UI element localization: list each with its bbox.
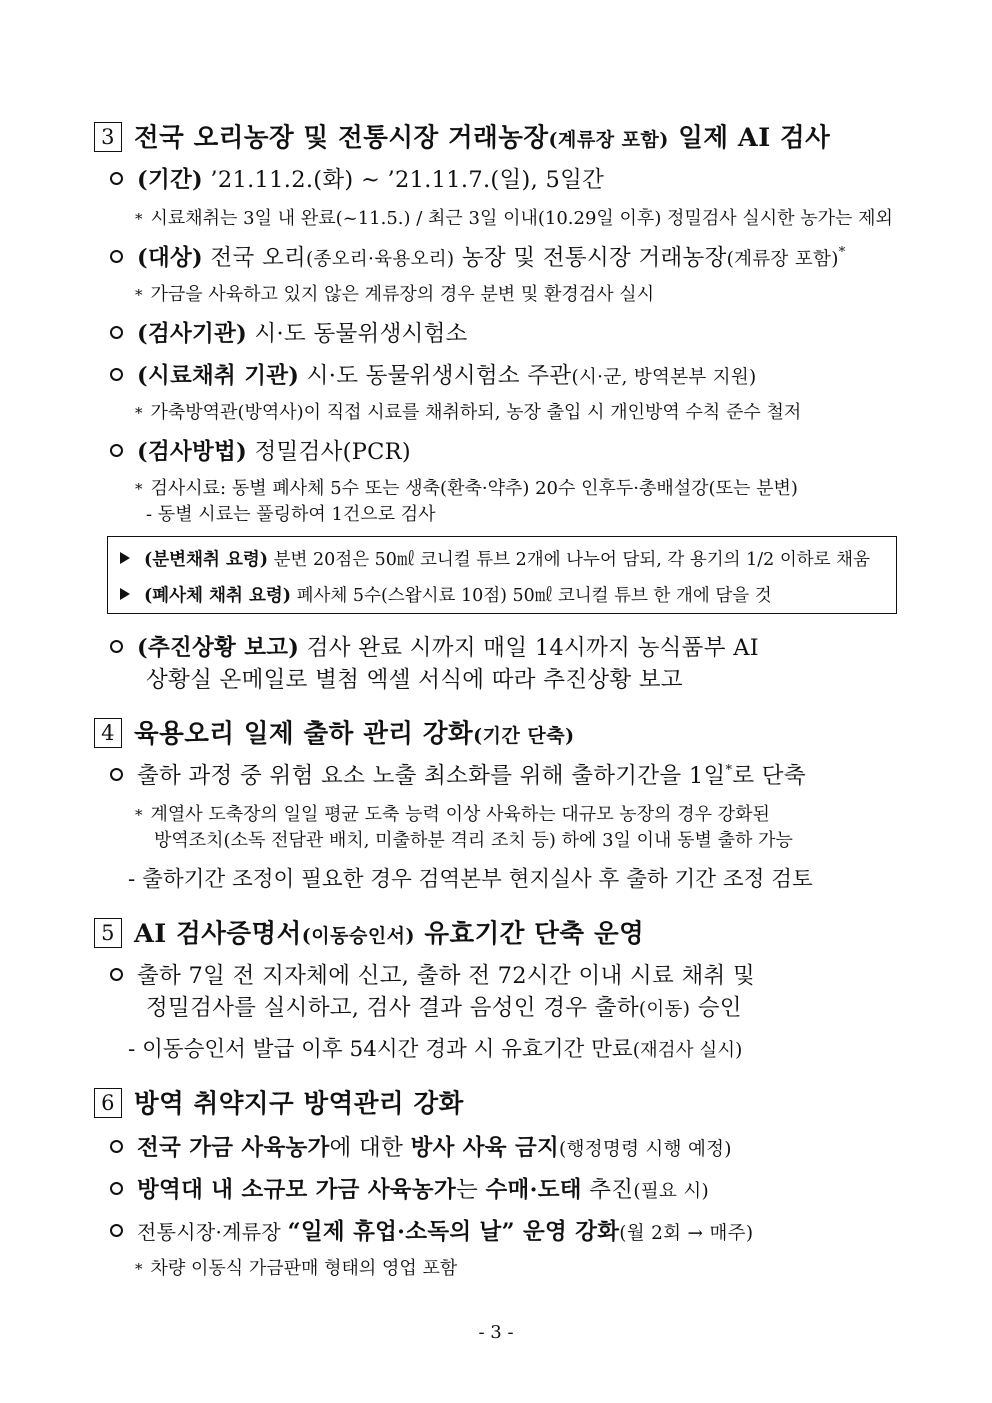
bullet-paren: (필요 시) [633,1181,710,1202]
section-6-heading [94,1084,464,1120]
bullet-paren: (시·군, 방역본부 지원) [571,367,757,388]
asterisk-icon: * [135,806,143,824]
box-line-feces [120,546,870,571]
bullet-paren: (이동) [638,999,691,1020]
bullet-text: ’21.11.2.(화) ~ ’21.11.7.(일), 5일간 [202,167,605,193]
page-number: - 3 - [478,1322,514,1343]
bullet-bold: 수매·도태 [485,1177,582,1203]
dash-paren: (재검사 실시) [632,1040,743,1061]
box-line-carcass [120,582,772,607]
note-shipping [135,800,770,826]
dash-certificate [128,1032,742,1063]
bullet-label: (대상) [137,245,203,271]
bullet-certificate [110,958,755,990]
circle-bullet-icon [110,1224,123,1237]
circle-bullet-icon [110,1140,123,1153]
triangle-bullet-icon [120,588,130,600]
section-title-tail: 유효기간 단축 운영 [415,919,645,949]
bullet-text: 승인 [690,995,742,1021]
footnote-mark: * [725,763,733,778]
note-text: 검사시료: 동별 폐사체 5수 또는 생축(환축·약추) 20수 인후두·총배설강(또는 분변) [150,478,798,499]
note-sampling [135,204,893,230]
box-label: (분변채취 요령) [144,550,269,570]
circle-bullet-icon [110,768,123,781]
bullet-shipping [110,758,806,790]
section-3-heading [94,118,830,154]
note-text: 가금을 사육하고 있지 않은 계류장의 경우 분변 및 환경검사 실시 [150,284,655,305]
bullet-bold: 방사 사육 금지 [410,1135,560,1161]
triangle-bullet-icon [120,552,130,564]
note-text: 시료채취는 3일 내 완료(~11.5.) / 최근 3일 이내(10.29일 이후) 정밀검사 실시한 농가는 제외 [150,208,893,229]
footnote-mark: * [838,245,846,260]
note-sampling-agency [135,398,801,424]
section-title-paren: (이동승인서) [301,925,416,947]
bullet-label: (시료채취 기관) [137,363,300,389]
asterisk-icon: * [135,404,143,422]
asterisk-icon: * [135,1260,143,1278]
bullet-text: 정밀검사(PCR) [247,439,411,465]
note-text: 차량 이동식 가금판매 형태의 영업 포함 [150,1258,458,1279]
box-text: 분변 20점은 50㎖ 코니컬 튜브 2개에 나누어 담되, 각 용기의 1/2 이하로 채움 [268,550,870,570]
asterisk-icon: * [135,286,143,304]
circle-bullet-icon [110,968,123,981]
bullet-label: (기간) [137,167,203,193]
circle-bullet-icon [110,444,123,457]
note-text: 가축방역관(방역사)이 직접 시료를 채취하되, 농장 출입 시 개인방역 수칙 준수 철저 [150,402,802,423]
bullet-label: (검사방법) [137,439,248,465]
bullet-text: 시·도 동물위생시험소 주관 [299,363,572,389]
bullet-text: 출하 7일 전 지자체에 신고, 출하 전 72시간 이내 시료 채취 및 [137,963,756,989]
circle-bullet-icon [110,640,123,653]
section-title: 육용오리 일제 출하 관리 강화 [134,719,474,749]
note-text: 계열사 도축장의 일일 평균 도축 능력 이상 사육하는 대규모 농장의 경우 강화된 [150,804,770,825]
bullet-report-line2: 상황실 온메일로 별첨 엑셀 서식에 따라 추진상황 보고 [146,667,683,693]
note-method [135,474,798,500]
bullet-period [110,162,604,194]
note-vehicle-sales [135,1254,457,1280]
section-number-box: 6 [94,1088,122,1118]
bullet-paren: (행정명령 시행 예정) [559,1139,732,1160]
section-number-box: 3 [94,122,122,152]
section-title-paren: (기간 단축) [473,725,575,747]
circle-bullet-icon [110,172,123,185]
section-title-tail: 일제 AI 검사 [668,123,831,153]
circle-bullet-icon [110,250,123,263]
section-title-paren: (계류장 포함) [548,129,669,151]
note-method-dash: - 동별 시료는 풀링하여 1건으로 검사 [146,504,436,525]
sampling-guide-box [107,536,897,614]
section-title: AI 검사증명서 [134,919,302,949]
bullet-text: 전통시장·계류장 [137,1220,288,1244]
bullet-disinfection-day [110,1214,753,1246]
bullet-bold: 전국 가금 사육농가 [137,1135,330,1161]
bullet-text: 는 [456,1177,486,1203]
circle-bullet-icon [110,368,123,381]
bullet-bold: “일제 휴업·소독의 날” 운영 강화 [287,1219,620,1245]
bullet-text: 출하 과정 중 위험 요소 노출 최소화를 위해 출하기간을 1일 [137,763,726,789]
bullet-culling [110,1172,709,1204]
circle-bullet-icon [110,1182,123,1195]
section-number-box: 5 [94,918,122,948]
bullet-paren: (종오리·육용오리) [306,249,455,270]
bullet-text: 검사 완료 시까지 매일 14시까지 농식품부 AI [299,635,759,661]
section-title: 전국 오리농장 및 전통시장 거래농장 [134,123,549,153]
section-title: 방역 취약지구 방역관리 강화 [134,1089,464,1119]
note-target [135,280,654,306]
dash-text: - 이동승인서 발급 이후 54시간 경과 시 유효기간 만료 [128,1037,633,1062]
bullet-bold: 방역대 내 소규모 가금 사육농가 [137,1177,456,1203]
bullet-method [110,434,411,466]
bullet-text: 추진 [581,1177,634,1203]
note-shipping-line2: 방역조치(소독 전담관 배치, 미출하분 격리 조치 등) 하에 3일 이내 동별 출하 가능 [154,830,793,851]
bullet-agency [110,316,468,348]
section-4-heading [94,714,575,750]
bullet-text: 로 단축 [732,763,806,789]
bullet-certificate-line2 [146,990,742,1022]
bullet-paren: (월 2회 → 매주) [619,1223,754,1244]
section-number-box: 4 [94,718,122,748]
bullet-text: 전국 오리 [202,245,307,271]
bullet-free-range-ban [110,1130,732,1162]
bullet-paren: (계류장 포함) [726,249,839,270]
bullet-text: 에 대한 [329,1135,411,1161]
bullet-text: 정밀검사를 실시하고, 검사 결과 음성인 경우 출하 [146,995,639,1021]
bullet-sampling-agency [110,358,757,390]
section-5-heading [94,914,644,950]
circle-bullet-icon [110,326,123,339]
asterisk-icon: * [135,480,143,498]
asterisk-icon: * [135,210,143,228]
bullet-label: (추진상황 보고) [137,635,300,661]
box-label: (폐사체 채취 요령) [144,586,292,606]
dash-shipping: - 출하기간 조정이 필요한 경우 검역본부 현지실사 후 출하 기간 조정 검토 [128,867,813,892]
bullet-target [110,240,846,272]
box-text: 폐사체 5수(스왑시료 10점) 50㎖ 코니컬 튜브 한 개에 담을 것 [291,586,772,606]
bullet-report [110,630,759,662]
bullet-label: (검사기관) [137,321,248,347]
bullet-text: 농장 및 전통시장 거래농장 [454,245,727,271]
bullet-text: 시·도 동물위생시험소 [247,321,468,347]
